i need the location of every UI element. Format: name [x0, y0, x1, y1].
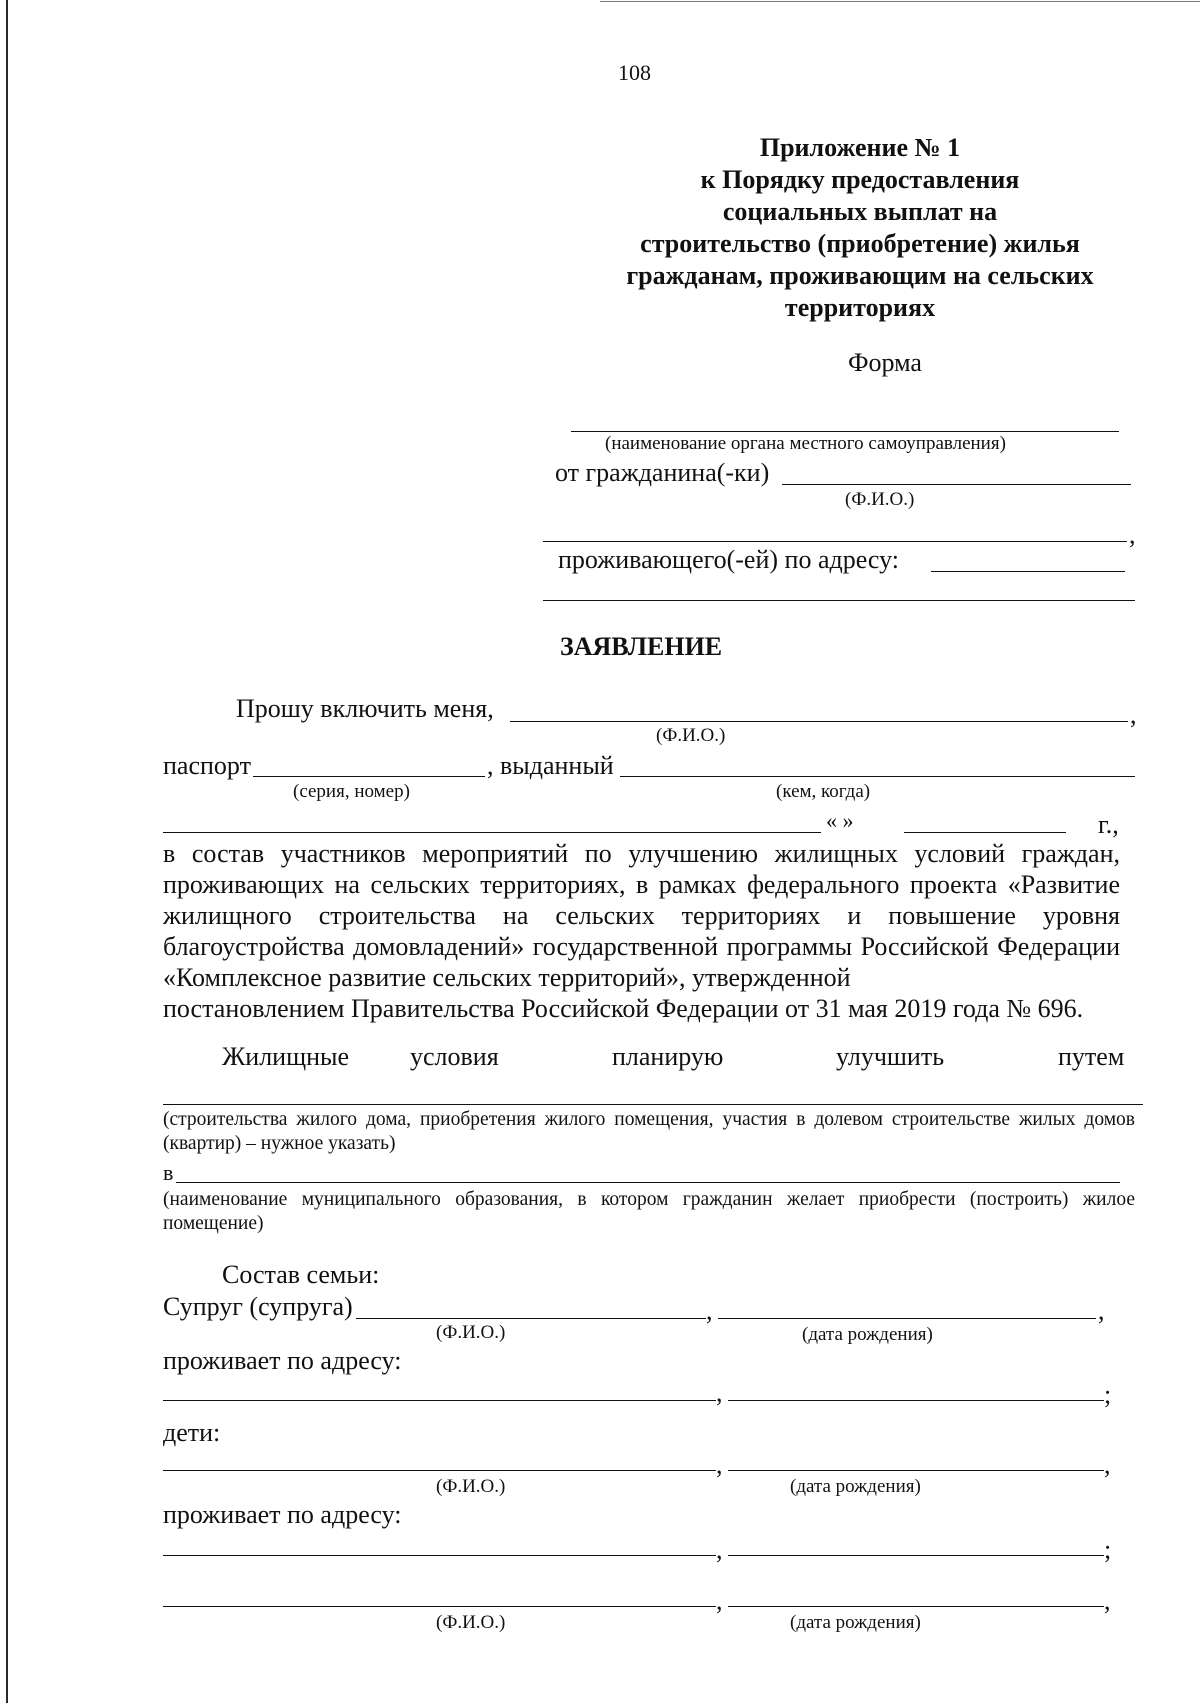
residing-label: проживающего(-ей) по адресу: — [558, 545, 899, 574]
passport-issued-caption: (кем, когда) — [776, 781, 871, 802]
appendix-header — [600, 132, 1120, 324]
issued-label: , выданный — [487, 751, 614, 780]
appendix-line-5: гражданам, проживающим на сельских — [626, 261, 1094, 290]
issue-date-line[interactable] — [904, 832, 1066, 833]
improve-word-2: условия — [410, 1042, 499, 1071]
child1-comma-1: , — [716, 1450, 723, 1479]
spouse-address-line-1[interactable] — [163, 1400, 716, 1401]
citizen-fio-line[interactable] — [782, 484, 1131, 485]
spouse-label: Супруг (супруга) — [163, 1292, 353, 1321]
applicant-comma: , — [1130, 700, 1137, 729]
spouse-comma-2: , — [1098, 1296, 1105, 1325]
applicant-fio-line[interactable] — [510, 721, 1128, 722]
child1-fio-line[interactable] — [163, 1470, 716, 1471]
child1-address-line-2[interactable] — [728, 1555, 1104, 1556]
page-number: 108 — [618, 60, 651, 85]
spouse-comma-1: , — [706, 1296, 713, 1325]
spouse-address-line-2[interactable] — [728, 1400, 1104, 1401]
passport-issuer-line[interactable] — [163, 832, 821, 833]
applicant-fio-caption: (Ф.И.О.) — [656, 725, 726, 746]
child1-address-line-1[interactable] — [163, 1555, 716, 1556]
spouse-address-label: проживает по адресу: — [163, 1346, 402, 1375]
passport-issued-line[interactable] — [620, 776, 1135, 777]
passport-series-caption: (серия, номер) — [293, 781, 410, 802]
passport-number-line[interactable] — [253, 776, 485, 777]
organ-name-caption: (наименование органа местного самоуправления) — [605, 433, 1006, 454]
child2-birthdate-line[interactable] — [728, 1606, 1104, 1607]
scan-top-edge — [600, 1, 1200, 2]
request-paragraph-last: постановлением Правительства Российской Федерации от 31 мая 2019 года № 696. — [163, 994, 1084, 1023]
scan-left-edge — [6, 0, 8, 1703]
child2-fio-line[interactable] — [163, 1606, 716, 1607]
request-paragraph: в состав участников мероприятий по улучшению жилищных условий граждан, проживающих на сельских территориях, в рамках федерального проекта «Развитие жилищного строительства на сельских территориях и повышение уровня благоустройства домовладений» государственной программы Российской Федерации «Комплексное развитие сельских территорий», утвержденной — [163, 839, 1120, 992]
spouse-birth-caption: (дата рождения) — [802, 1324, 933, 1345]
appendix-line-1: Приложение № 1 — [759, 133, 961, 162]
child1-address-label: проживает по адресу: — [163, 1500, 402, 1529]
improve-word-5: путем — [1058, 1042, 1125, 1071]
child1-birth-caption: (дата рождения) — [790, 1476, 921, 1497]
spouse-address-semicolon: ; — [1104, 1380, 1112, 1409]
improve-word-1: Жилищные — [222, 1042, 350, 1071]
improve-word-4: улучшить — [836, 1042, 945, 1071]
residing-address-line-2[interactable] — [543, 600, 1135, 601]
citizen-fio-caption: (Ф.И.О.) — [845, 489, 915, 510]
spouse-address-comma: , — [716, 1378, 723, 1407]
child2-comma-1: , — [716, 1586, 723, 1615]
request-opening: Прошу включить меня, — [236, 694, 494, 723]
municipality-line[interactable] — [176, 1182, 1120, 1183]
child1-fio-caption: (Ф.И.О.) — [436, 1476, 506, 1497]
passport-label: паспорт — [163, 751, 251, 780]
child1-comma-2: , — [1104, 1450, 1111, 1479]
spouse-fio-caption: (Ф.И.О.) — [436, 1322, 506, 1343]
spouse-birthdate-line[interactable] — [718, 1318, 1096, 1319]
child2-fio-caption: (Ф.И.О.) — [436, 1612, 506, 1633]
children-label: дети: — [163, 1418, 221, 1447]
citizen-extra-line[interactable] — [543, 541, 1127, 542]
residing-address-line[interactable] — [931, 571, 1125, 572]
family-heading: Состав семьи: — [222, 1260, 380, 1289]
document-title: ЗАЯВЛЕНИЕ — [560, 632, 723, 661]
municipality-caption: (наименование муниципального образования, в котором гражданин желает приобрести (построить) жилое помещение) — [163, 1189, 1135, 1234]
improve-word-3: планирую — [612, 1042, 724, 1071]
date-quotes: « » — [826, 808, 854, 833]
improvement-method-line[interactable] — [163, 1104, 1143, 1105]
year-suffix: г., — [1098, 810, 1119, 839]
appendix-line-4: строительство (приобретение) жилья — [640, 229, 1080, 258]
child1-address-semicolon: ; — [1104, 1535, 1112, 1564]
appendix-line-2: к Порядку предоставления — [700, 165, 1020, 194]
child1-address-comma: , — [716, 1535, 723, 1564]
child2-birth-caption: (дата рождения) — [790, 1612, 921, 1633]
organ-name-line[interactable] — [571, 431, 1119, 432]
citizen-comma: , — [1129, 520, 1136, 549]
improvement-method-caption: (строительства жилого дома, приобретения жилого помещения, участия в долевом строительстве жилых домов (квартир) – нужное указать) — [163, 1109, 1135, 1154]
form-label: Форма — [848, 348, 922, 377]
appendix-line-6: территориях — [784, 293, 936, 322]
spouse-fio-line[interactable] — [356, 1318, 706, 1319]
municipality-in-label: в — [163, 1160, 174, 1185]
child1-birthdate-line[interactable] — [728, 1470, 1104, 1471]
appendix-line-3: социальных выплат на — [722, 197, 998, 226]
child2-comma-2: , — [1104, 1586, 1111, 1615]
from-citizen-label: от гражданина(-ки) — [555, 458, 770, 487]
